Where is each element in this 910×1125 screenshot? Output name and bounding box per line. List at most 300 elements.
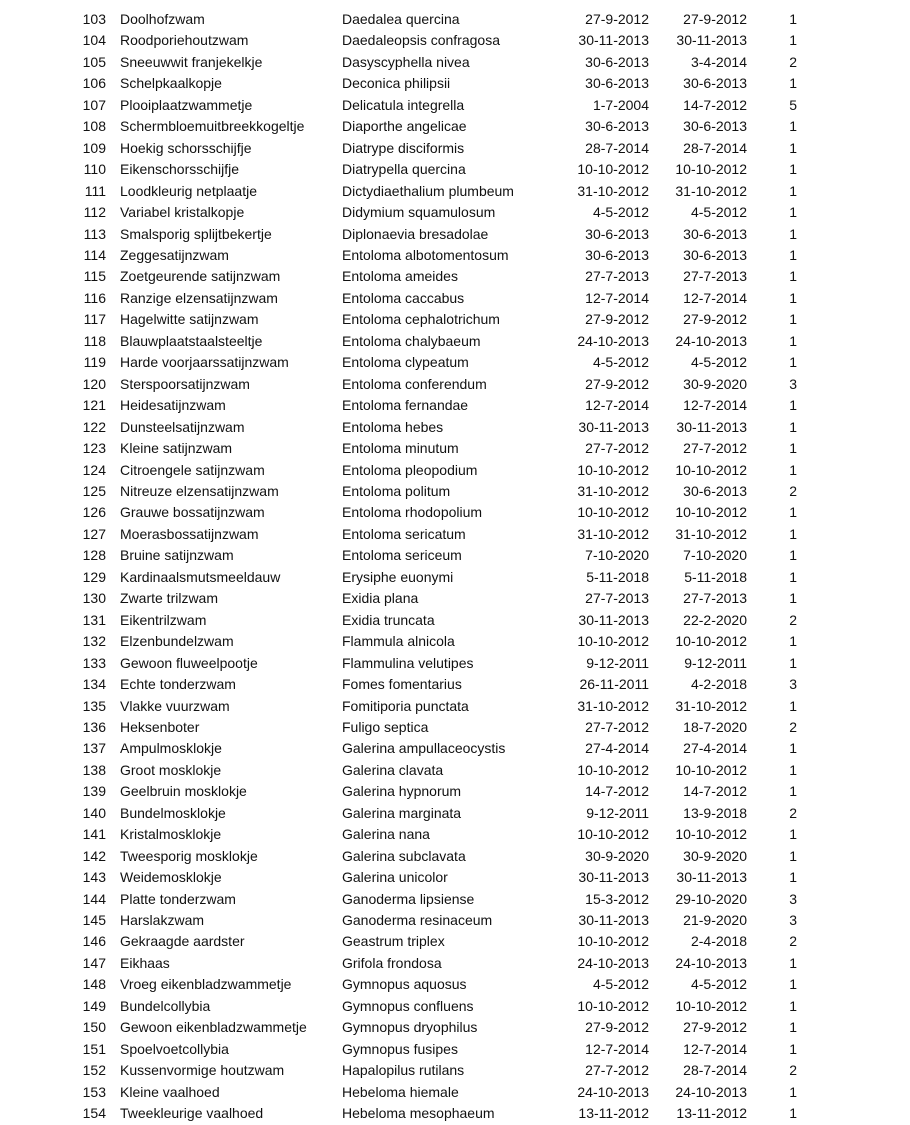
row-number-cell: 130 (82, 590, 106, 607)
table-row (0, 824, 910, 845)
observation-count-cell: 5 (789, 96, 797, 113)
row-number-cell: 139 (82, 783, 106, 800)
row-number-cell: 114 (83, 246, 106, 263)
dutch-name-cell: Kristalmosklokje (120, 826, 222, 843)
row-spacer (797, 824, 910, 845)
row-spacer (797, 159, 910, 180)
first-date-cell: 31-10-2012 (577, 697, 649, 714)
scientific-name-cell: Diatrype disciformis (342, 139, 465, 156)
first-date-cell: 24-10-2013 (577, 1083, 649, 1100)
last-date-cell: 12-7-2014 (683, 1040, 747, 1057)
last-date-cell: 10-10-2012 (675, 504, 747, 521)
row-spacer (797, 738, 910, 759)
last-date-cell: 30-6-2013 (683, 246, 747, 263)
first-date-cell: 30-11-2013 (578, 611, 649, 628)
scientific-name-cell: Entoloma caccabus (342, 289, 465, 306)
dutch-name-cell: Echte tonderzwam (120, 676, 236, 693)
dutch-name-cell: Gewoon fluweelpootje (120, 654, 258, 671)
first-date-cell: 24-10-2013 (577, 332, 649, 349)
row-number-cell: 136 (82, 718, 106, 735)
table-row (0, 374, 910, 395)
first-date-cell: 27-9-2012 (585, 1019, 649, 1036)
row-spacer (797, 9, 910, 30)
last-date-cell: 27-4-2014 (683, 740, 747, 757)
table-row (0, 309, 910, 330)
observation-count-cell: 1 (789, 740, 797, 757)
dutch-name-cell: Heidesatijnzwam (120, 397, 226, 414)
first-date-cell: 12-7-2014 (585, 289, 649, 306)
row-spacer (797, 631, 910, 652)
row-number-cell: 154 (82, 1105, 106, 1122)
row-number-cell: 115 (83, 268, 106, 285)
last-date-cell: 27-7-2012 (683, 440, 747, 457)
table-row (0, 73, 910, 94)
scientific-name-cell: Hebeloma hiemale (342, 1083, 459, 1100)
first-date-cell: 9-12-2011 (586, 804, 649, 821)
last-date-cell: 30-6-2013 (683, 482, 747, 499)
row-spacer (797, 996, 910, 1017)
row-number-cell: 133 (82, 654, 106, 671)
first-date-cell: 4-5-2012 (592, 204, 649, 221)
scientific-name-cell: Daedalea quercina (342, 11, 460, 27)
scientific-name-cell: Exidia truncata (342, 611, 435, 628)
row-number-cell: 153 (82, 1083, 106, 1100)
observation-count-cell: 1 (789, 1105, 797, 1122)
row-number-cell: 116 (83, 289, 106, 306)
row-spacer (797, 610, 910, 631)
last-date-cell: 9-12-2011 (684, 654, 747, 671)
row-spacer (797, 181, 910, 202)
table-row (0, 1060, 910, 1081)
first-date-cell: 10-10-2012 (577, 933, 649, 950)
dutch-name-cell: Kleine vaalhoed (120, 1083, 220, 1100)
row-spacer (797, 116, 910, 137)
first-date-cell: 27-7-2013 (585, 268, 649, 285)
observation-count-cell: 1 (789, 654, 797, 671)
dutch-name-cell: Tweekleurige vaalhoed (120, 1105, 264, 1122)
dutch-name-cell: Loodkleurig netplaatje (120, 182, 257, 199)
row-spacer (797, 588, 910, 609)
row-spacer (797, 52, 910, 73)
table-row (0, 202, 910, 223)
row-number-cell: 131 (82, 611, 106, 628)
table-row (0, 438, 910, 459)
row-number-cell: 127 (82, 525, 106, 542)
first-date-cell: 30-6-2013 (585, 246, 649, 263)
dutch-name-cell: Sneeuwwit franjekelkje (120, 53, 263, 70)
observation-count-cell: 1 (789, 568, 797, 585)
row-number-cell: 112 (83, 204, 106, 221)
table-row (0, 245, 910, 266)
first-date-cell: 27-9-2012 (585, 11, 649, 27)
row-spacer (797, 696, 910, 717)
row-spacer (797, 460, 910, 481)
row-spacer (797, 803, 910, 824)
row-number-cell: 122 (82, 418, 106, 435)
first-date-cell: 30-11-2013 (578, 418, 649, 435)
row-spacer (797, 288, 910, 309)
row-spacer (797, 266, 910, 287)
row-number-cell: 113 (83, 225, 106, 242)
observation-count-cell: 1 (789, 976, 797, 993)
dutch-name-cell: Vlakke vuurzwam (120, 697, 230, 714)
scientific-name-cell: Gymnopus confluens (342, 997, 474, 1014)
table-row (0, 545, 910, 566)
species-table (0, 9, 910, 1125)
row-spacer (797, 1039, 910, 1060)
row-spacer (797, 910, 910, 931)
observation-count-cell: 2 (789, 933, 797, 950)
observation-count-cell: 2 (789, 611, 797, 628)
last-date-cell: 27-7-2013 (683, 268, 747, 285)
scientific-name-cell: Dictydiaethalium plumbeum (342, 182, 514, 199)
table-row (0, 910, 910, 931)
row-spacer (797, 245, 910, 266)
row-spacer (797, 1060, 910, 1081)
observation-count-cell: 1 (789, 783, 797, 800)
first-date-cell: 30-11-2013 (578, 32, 649, 49)
observation-count-cell: 1 (789, 997, 797, 1014)
first-date-cell: 14-7-2012 (585, 783, 649, 800)
first-date-cell: 10-10-2012 (577, 633, 649, 650)
dutch-name-cell: Gekraagde aardster (120, 933, 245, 950)
row-spacer (797, 867, 910, 888)
scientific-name-cell: Galerina marginata (342, 804, 462, 821)
first-date-cell: 30-11-2013 (578, 869, 649, 886)
table-row (0, 331, 910, 352)
last-date-cell: 4-5-2012 (690, 204, 747, 221)
dutch-name-cell: Doolhofzwam (120, 11, 205, 27)
first-date-cell: 15-3-2012 (585, 890, 649, 907)
first-date-cell: 31-10-2012 (577, 182, 649, 199)
row-number-cell: 121 (82, 397, 106, 414)
row-spacer (797, 1082, 910, 1103)
row-number-cell: 109 (82, 139, 106, 156)
row-number-cell: 117 (83, 311, 106, 328)
table-row (0, 181, 910, 202)
row-number-cell: 124 (82, 461, 106, 478)
last-date-cell: 10-10-2012 (675, 161, 747, 178)
dutch-name-cell: Eikentrilzwam (120, 611, 207, 628)
row-spacer (797, 138, 910, 159)
row-number-cell: 118 (83, 332, 106, 349)
first-date-cell: 27-7-2012 (585, 1062, 649, 1079)
scientific-name-cell: Entoloma hebes (342, 418, 444, 435)
last-date-cell: 31-10-2012 (675, 697, 747, 714)
dutch-name-cell: Dunsteelsatijnzwam (120, 418, 245, 435)
last-date-cell: 13-11-2012 (676, 1105, 747, 1122)
row-number-cell: 134 (82, 676, 106, 693)
first-date-cell: 1-7-2004 (592, 96, 649, 113)
table-row (0, 138, 910, 159)
table-row (0, 1039, 910, 1060)
last-date-cell: 24-10-2013 (675, 332, 747, 349)
dutch-name-cell: Citroengele satijnzwam (120, 461, 265, 478)
dutch-name-cell: Tweesporig mosklokje (120, 847, 258, 864)
first-date-cell: 27-7-2013 (585, 590, 649, 607)
observation-count-cell: 1 (789, 225, 797, 242)
observation-count-cell: 1 (789, 11, 797, 27)
row-spacer (797, 374, 910, 395)
last-date-cell: 10-10-2012 (675, 761, 747, 778)
scientific-name-cell: Galerina nana (342, 826, 430, 843)
first-date-cell: 12-7-2014 (585, 1040, 649, 1057)
row-spacer (797, 1103, 910, 1124)
scientific-name-cell: Galerina clavata (342, 761, 444, 778)
scientific-name-cell: Entoloma pleopodium (342, 461, 478, 478)
scientific-name-cell: Deconica philipsii (342, 75, 451, 92)
row-spacer (797, 545, 910, 566)
dutch-name-cell: Bundelmosklokje (120, 804, 226, 821)
first-date-cell: 10-10-2012 (577, 504, 649, 521)
first-date-cell: 27-9-2012 (585, 311, 649, 328)
last-date-cell: 27-7-2013 (683, 590, 747, 607)
row-number-cell: 110 (83, 161, 106, 178)
row-spacer (797, 567, 910, 588)
row-spacer (797, 202, 910, 223)
table-row (0, 953, 910, 974)
row-spacer (797, 974, 910, 995)
scientific-name-cell: Didymium squamulosum (342, 204, 496, 221)
observation-count-cell: 1 (789, 761, 797, 778)
scientific-name-cell: Diatrypella quercina (342, 161, 466, 178)
dutch-name-cell: Schelpkaalkopje (120, 75, 222, 92)
dutch-name-cell: Vroeg eikenbladzwammetje (120, 976, 292, 993)
observation-count-cell: 2 (789, 718, 797, 735)
first-date-cell: 30-6-2013 (585, 75, 649, 92)
first-date-cell: 5-11-2018 (586, 568, 649, 585)
observation-count-cell: 1 (789, 547, 797, 564)
scientific-name-cell: Entoloma conferendum (342, 375, 487, 392)
scientific-name-cell: Ganoderma resinaceum (342, 912, 493, 929)
table-row (0, 52, 910, 73)
row-spacer (797, 781, 910, 802)
row-spacer (797, 73, 910, 94)
row-spacer (797, 331, 910, 352)
dutch-name-cell: Ampulmosklokje (120, 740, 222, 757)
observation-count-cell: 1 (789, 1040, 797, 1057)
observation-count-cell: 3 (789, 676, 797, 693)
scientific-name-cell: Galerina hypnorum (342, 783, 462, 800)
table-row (0, 738, 910, 759)
first-date-cell: 10-10-2012 (577, 461, 649, 478)
row-spacer (797, 502, 910, 523)
observation-count-cell: 1 (789, 954, 797, 971)
observation-count-cell: 1 (789, 268, 797, 285)
row-number-cell: 126 (82, 504, 106, 521)
observation-count-cell: 1 (789, 697, 797, 714)
observation-count-cell: 1 (789, 354, 797, 371)
scientific-name-cell: Delicatula integrella (342, 96, 465, 113)
last-date-cell: 30-11-2013 (676, 32, 747, 49)
dutch-name-cell: Sterspoorsatijnzwam (120, 375, 250, 392)
observation-count-cell: 1 (789, 139, 797, 156)
last-date-cell: 30-6-2013 (683, 75, 747, 92)
last-date-cell: 10-10-2012 (675, 633, 747, 650)
observation-count-cell: 1 (789, 397, 797, 414)
row-number-cell: 111 (84, 182, 106, 199)
row-spacer (797, 352, 910, 373)
scientific-name-cell: Galerina subclavata (342, 847, 466, 864)
table-row (0, 846, 910, 867)
dutch-name-cell: Elzenbundelzwam (120, 633, 234, 650)
dutch-name-cell: Harde voorjaarssatijnzwam (120, 354, 289, 371)
observation-count-cell: 1 (789, 847, 797, 864)
table-row (0, 1103, 910, 1124)
scientific-name-cell: Entoloma ameides (342, 268, 458, 285)
table-row (0, 867, 910, 888)
table-row (0, 524, 910, 545)
dutch-name-cell: Bundelcollybia (120, 997, 211, 1014)
first-date-cell: 7-10-2020 (585, 547, 649, 564)
observation-count-cell: 2 (789, 1062, 797, 1079)
row-number-cell: 107 (82, 96, 106, 113)
dutch-name-cell: Geelbruin mosklokje (120, 783, 247, 800)
observation-count-cell: 1 (789, 826, 797, 843)
first-date-cell: 27-7-2012 (585, 718, 649, 735)
row-spacer (797, 760, 910, 781)
last-date-cell: 7-10-2020 (683, 547, 747, 564)
table-row (0, 502, 910, 523)
observation-count-cell: 1 (789, 182, 797, 199)
last-date-cell: 18-7-2020 (683, 718, 747, 735)
first-date-cell: 9-12-2011 (586, 654, 649, 671)
last-date-cell: 30-11-2013 (676, 418, 747, 435)
table-row (0, 266, 910, 287)
row-number-cell: 146 (82, 933, 106, 950)
table-row (0, 1082, 910, 1103)
table-row (0, 288, 910, 309)
row-number-cell: 104 (82, 32, 106, 49)
scientific-name-cell: Erysiphe euonymi (342, 568, 454, 585)
scientific-name-cell: Hebeloma mesophaeum (342, 1105, 495, 1122)
table-row (0, 159, 910, 180)
last-date-cell: 24-10-2013 (675, 1083, 747, 1100)
scientific-name-cell: Entoloma rhodopolium (342, 504, 483, 521)
table-row (0, 781, 910, 802)
dutch-name-cell: Harslakzwam (120, 912, 205, 929)
dutch-name-cell: Nitreuze elzensatijnzwam (120, 482, 279, 499)
row-number-cell: 143 (82, 869, 106, 886)
scientific-name-cell: Fomitiporia punctata (342, 697, 469, 714)
dutch-name-cell: Zeggesatijnzwam (120, 246, 229, 263)
last-date-cell: 12-7-2014 (683, 289, 747, 306)
first-date-cell: 10-10-2012 (577, 997, 649, 1014)
last-date-cell: 4-5-2012 (690, 354, 747, 371)
table-row (0, 674, 910, 695)
scientific-name-cell: Geastrum triplex (342, 933, 445, 950)
table-body (0, 9, 910, 1125)
dutch-name-cell: Grauwe bossatijnzwam (120, 504, 265, 521)
table-row (0, 760, 910, 781)
last-date-cell: 30-11-2013 (676, 869, 747, 886)
scientific-name-cell: Entoloma cephalotrichum (342, 311, 500, 328)
table-row (0, 1017, 910, 1038)
scientific-name-cell: Entoloma fernandae (342, 397, 469, 414)
last-date-cell: 27-9-2012 (683, 11, 747, 27)
scientific-name-cell: Entoloma albotomentosum (342, 246, 509, 263)
first-date-cell: 10-10-2012 (577, 161, 649, 178)
row-number-cell: 137 (82, 740, 106, 757)
dutch-name-cell: Zoetgeurende satijnzwam (120, 268, 281, 285)
row-number-cell: 140 (82, 804, 106, 821)
table-row (0, 653, 910, 674)
observation-count-cell: 1 (789, 32, 797, 49)
last-date-cell: 10-10-2012 (675, 826, 747, 843)
first-date-cell: 30-11-2013 (578, 912, 649, 929)
scientific-name-cell: Ganoderma lipsiense (342, 890, 475, 907)
dutch-name-cell: Smalsporig splijtbekertje (120, 225, 272, 242)
last-date-cell: 4-5-2012 (690, 976, 747, 993)
scientific-name-cell: Flammulina velutipes (342, 654, 474, 671)
table-row (0, 481, 910, 502)
last-date-cell: 30-9-2020 (683, 847, 747, 864)
row-number-cell: 106 (82, 75, 106, 92)
last-date-cell: 31-10-2012 (675, 525, 747, 542)
dutch-name-cell: Weidemosklokje (120, 869, 222, 886)
dutch-name-cell: Eikenschorsschijfje (120, 161, 240, 178)
dutch-name-cell: Kleine satijnzwam (120, 440, 233, 457)
table-row (0, 610, 910, 631)
table-row (0, 931, 910, 952)
observation-count-cell: 1 (789, 440, 797, 457)
dutch-name-cell: Eikhaas (120, 954, 170, 971)
table-row (0, 717, 910, 738)
scientific-name-cell: Fuligo septica (342, 718, 429, 735)
first-date-cell: 31-10-2012 (577, 525, 649, 542)
last-date-cell: 10-10-2012 (675, 997, 747, 1014)
row-number-cell: 129 (82, 568, 106, 585)
row-spacer (797, 438, 910, 459)
observation-count-cell: 1 (789, 590, 797, 607)
dutch-name-cell: Hagelwitte satijnzwam (120, 311, 259, 328)
scientific-name-cell: Exidia plana (342, 590, 419, 607)
last-date-cell: 24-10-2013 (675, 954, 747, 971)
last-date-cell: 22-2-2020 (683, 611, 747, 628)
last-date-cell: 5-11-2018 (684, 568, 747, 585)
first-date-cell: 27-9-2012 (585, 375, 649, 392)
scientific-name-cell: Gymnopus dryophilus (342, 1019, 478, 1036)
scientific-name-cell: Galerina ampullaceocystis (342, 740, 506, 757)
observation-count-cell: 1 (789, 75, 797, 92)
last-date-cell: 21-9-2020 (683, 912, 747, 929)
last-date-cell: 14-7-2012 (683, 96, 747, 113)
scientific-name-cell: Dasyscyphella nivea (342, 53, 470, 70)
table-row (0, 95, 910, 116)
scientific-name-cell: Entoloma clypeatum (342, 354, 469, 371)
observation-count-cell: 1 (789, 504, 797, 521)
last-date-cell: 30-9-2020 (683, 375, 747, 392)
row-number-cell: 148 (82, 976, 106, 993)
last-date-cell: 14-7-2012 (683, 783, 747, 800)
dutch-name-cell: Plooiplaatzwammetje (120, 96, 253, 113)
row-number-cell: 141 (82, 826, 106, 843)
table-row (0, 417, 910, 438)
observation-count-cell: 1 (789, 1019, 797, 1036)
table-row (0, 116, 910, 137)
table-row (0, 631, 910, 652)
observation-count-cell: 1 (789, 1083, 797, 1100)
observation-count-cell: 1 (789, 204, 797, 221)
row-spacer (797, 417, 910, 438)
dutch-name-cell: Kardinaalsmutsmeeldauw (120, 568, 281, 585)
last-date-cell: 27-9-2012 (683, 311, 747, 328)
last-date-cell: 28-7-2014 (683, 139, 747, 156)
scientific-name-cell: Diaporthe angelicae (342, 118, 467, 135)
last-date-cell: 27-9-2012 (683, 1019, 747, 1036)
row-spacer (797, 224, 910, 245)
last-date-cell: 2-4-2018 (690, 933, 747, 950)
